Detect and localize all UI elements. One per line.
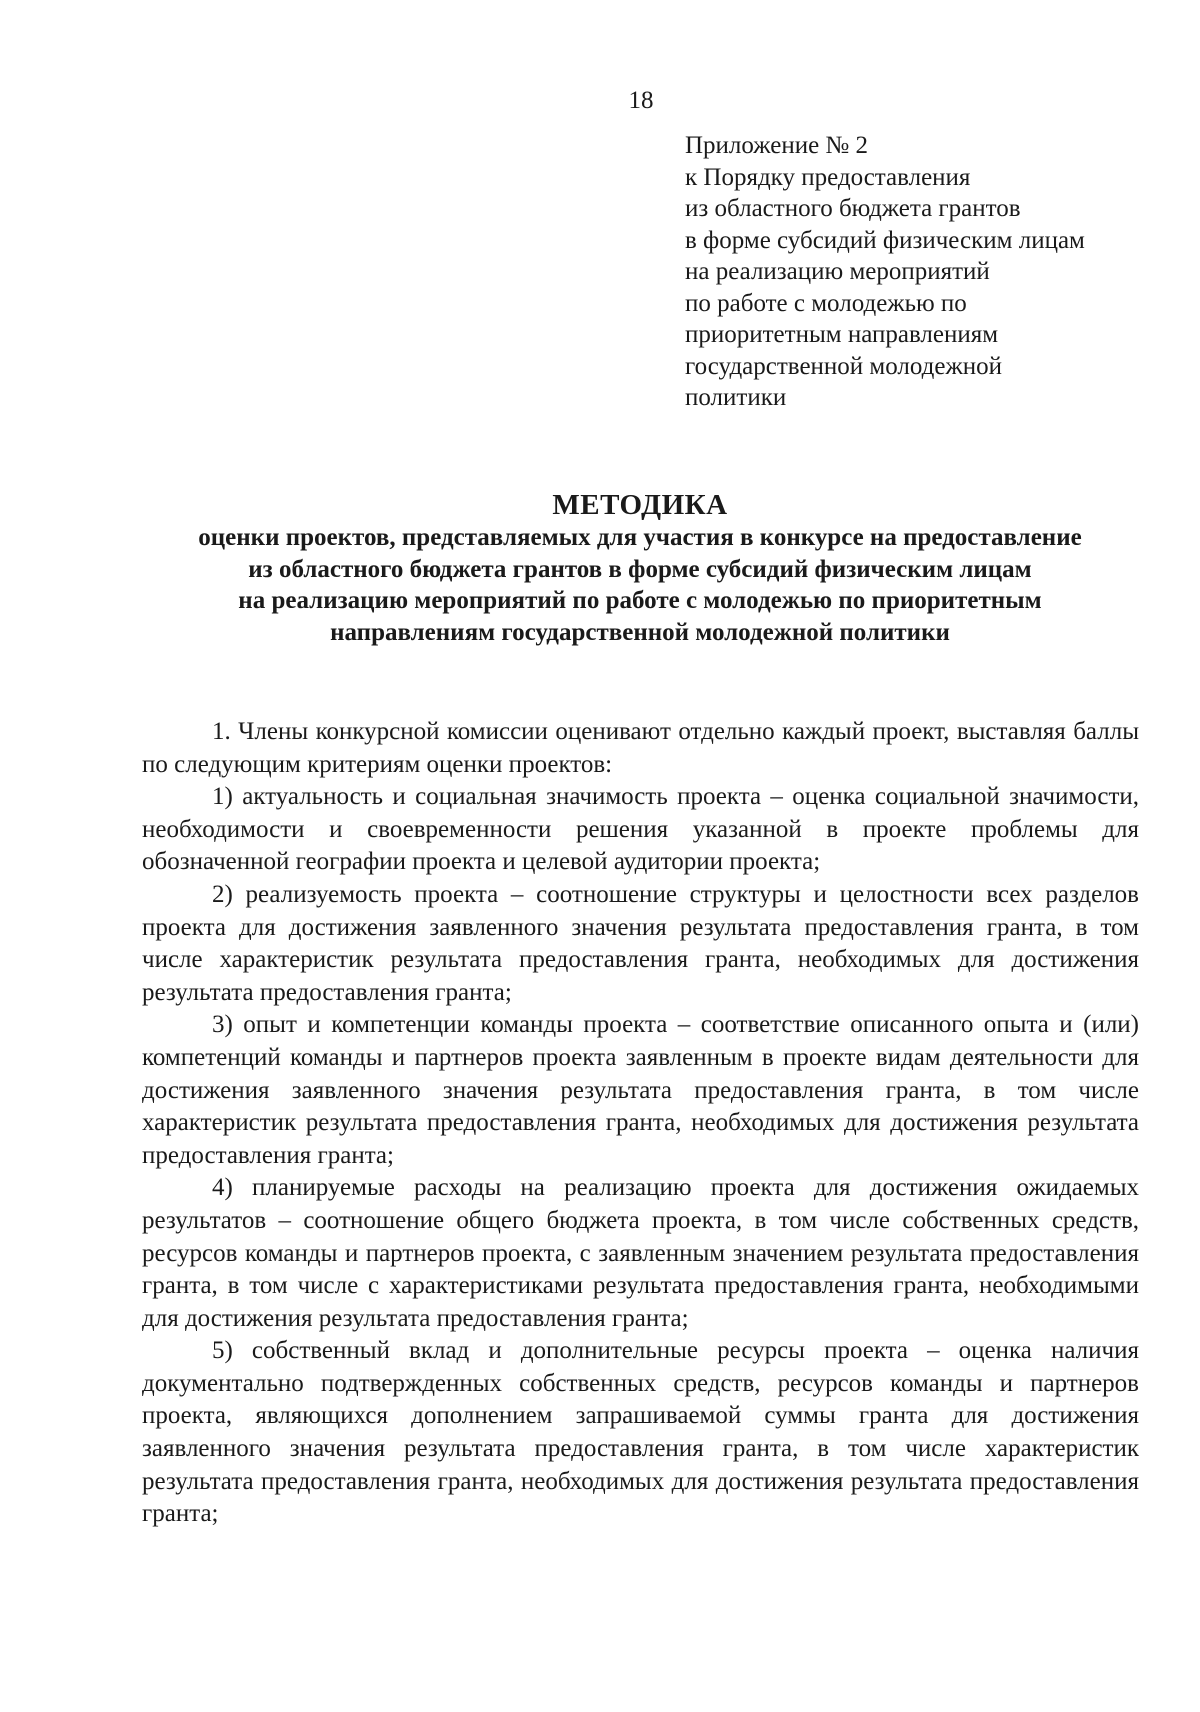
appendix-line: к Порядку предоставления (685, 163, 971, 191)
criterion-2-feasibility: 2) реализуемость проекта – соотношение структуры и целостности всех разделов проекта для достижения заявленного значения результата предоставления гранта, в том числе характеристик результата предоставления гранта, необходимых для достижения результата предоставления гранта; (142, 880, 1139, 1006)
criterion-5-own-contribution: 5) собственный вклад и дополнительные ресурсы проекта – оценка наличия документально подтвержденных собственных средств, ресурсов команды и партнеров проекта, являющихся дополнением запрашиваемой суммы гранта для достижения заявленного значения результата предоставления гранта, в том числе характеристик результата предоставления гранта, необходимых для достижения результата предоставления гранта; (142, 1337, 1139, 1528)
page-number: 18 (628, 87, 654, 114)
document-body (142, 716, 1139, 1531)
title-subtitle-line: направлениям государственной молодежной политики (330, 618, 950, 646)
document-title (140, 488, 1140, 648)
appendix-line: государственной молодежной (685, 352, 1003, 380)
criterion-4-planned-expenses: 4) планируемые расходы на реализацию проекта для достижения ожидаемых результатов – соотношение общего бюджета проекта, в том числе собственных средств, ресурсов команды и партнеров проекта, с заявленным значением результата предоставления гранта, в том числе с характеристиками результата предоставления гранта, необходимыми для достижения результата предоставления гранта; (142, 1174, 1139, 1332)
criterion-1-relevance: 1) актуальность и социальная значимость проекта – оценка социальной значимости, необходимости и своевременности решения указанной в проекте проблемы для обозначенной географии проекта и целевой аудитории проекта; (142, 783, 1139, 876)
title-subtitle-line: из областного бюджета грантов в форме субсидий физическим лицам (248, 555, 1032, 583)
title-subtitle (140, 522, 1140, 648)
appendix-line: на реализацию мероприятий (685, 258, 990, 285)
appendix-line: Приложение № 2 (685, 132, 869, 159)
title-subtitle-line: на реализацию мероприятий по работе с молодежью по приоритетным (238, 587, 1042, 614)
appendix-line: из областного бюджета грантов (685, 195, 1021, 222)
appendix-header (685, 130, 1165, 414)
criterion-3-team-experience: 3) опыт и компетенции команды проекта – соответствие описанного опыта и (или) компетенций команды и партнеров проекта заявленным в проекте видам деятельности для достижения заявленного значения результата предоставления гранта, в том числе характеристик результата предоставления гранта, необходимых для достижения результата предоставления гранта; (142, 1011, 1139, 1169)
title-main: МЕТОДИКА (552, 489, 728, 521)
appendix-line: в форме субсидий физическим лицам (685, 226, 1085, 254)
title-subtitle-line: оценки проектов, представляемых для участия в конкурсе на предоставление (198, 524, 1082, 551)
appendix-line: приоритетным направлениям (685, 321, 999, 348)
appendix-line: политики (685, 384, 787, 411)
paragraph-intro: 1. Члены конкурсной комиссии оценивают отдельно каждый проект, выставляя баллы по следующим критериям оценки проектов: (142, 718, 1139, 778)
appendix-line: по работе с молодежью по (685, 289, 967, 317)
